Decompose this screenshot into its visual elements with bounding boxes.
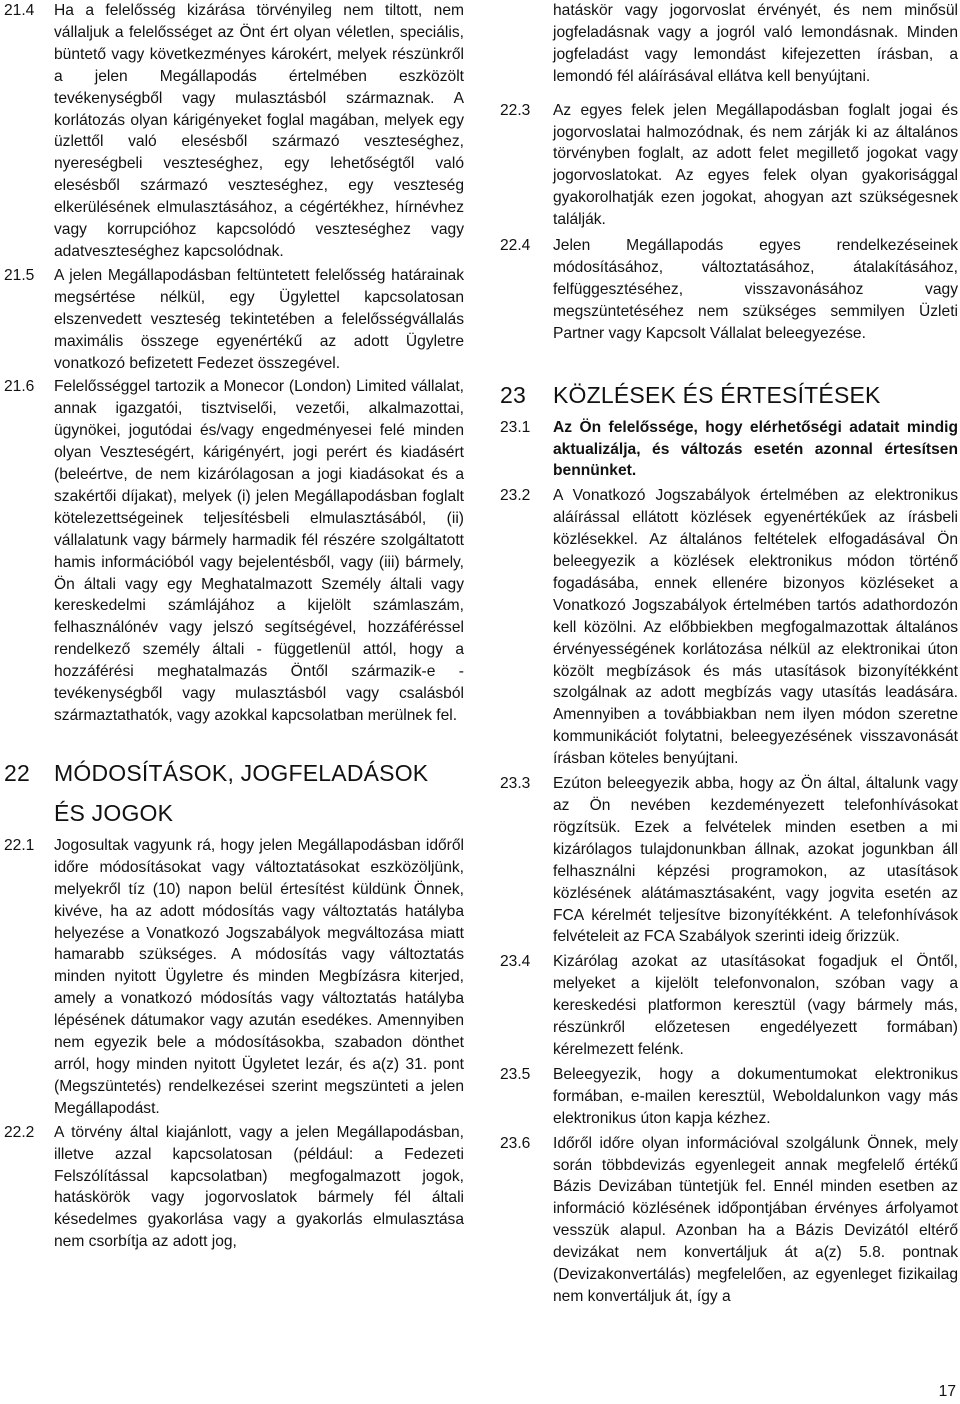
clause-number: 23.5 — [500, 1065, 531, 1083]
clause-text: hatáskör vagy jogorvoslat érvényét, és nem minősül jogfeladásnak vagy a jogról való lemondásnak. Minden jogfeladást vagy lemondást kifejezetten írásban, a lemondó fél aláírásával ellátva kell benyújtani. — [553, 2, 958, 85]
section-title-line1: MÓDOSÍTÁSOK, JOGFELADÁSOK — [54, 759, 429, 786]
clause-text: Ha a felelősség kizárása törvényileg nem tiltott, nem vállaljuk a felelősséget az Önt ért olyan véletlen, speciális, büntető vagy következményes károkért, melyek részünkről a jelen Megállapodás értelmében eszközölt tevékenységből vagy mulasztásból származnak. A korlátozás olyan kárigényeket foglal magában, melyek egy üzlettől való elesésből származó veszteséghez, nyereségbeli veszteséghez, egy lehetőségtől való elesésből származó veszteséghez, egy veszteség elkerülésének elmulasztásához, a cégértékhez, hírnévhez vagy korrupcióhoz kapcsolódó veszteséghez vagy adatveszteséghez kapcsolódnak. — [54, 2, 464, 260]
clause-21-4 — [4, 0, 464, 263]
section-heading-22 — [4, 753, 464, 833]
left-column — [4, 0, 464, 1253]
page-number: 17 — [938, 1383, 956, 1400]
section-title-line2: ÉS JOGOK — [54, 799, 174, 826]
clause-22-2-continued — [500, 0, 958, 88]
clause-number: 23.2 — [500, 487, 531, 505]
clause-23-3 — [500, 773, 958, 948]
clause-23-6 — [500, 1133, 958, 1308]
clause-text: Időről időre olyan információval szolgálunk Önnek, mely során többdevizás egyenlegeit annak megfelelő értékű Bázis Devizában tüntetjük fel. Ennél minden esetben az információ közlésének időpontjában érvényes árfolyamot vesszük alapul. Azonban ha a Bázis Devizától eltérő devizákat nem konvertáljuk át a(z) 5.8. pontnak (Devizakonvertálás) megfelelően, az egyenleget fizikailag nem konvertáljuk át, így a — [553, 1134, 958, 1305]
clause-number: 23.3 — [500, 775, 531, 793]
clause-number: 23.6 — [500, 1134, 531, 1152]
clause-text: Ezúton beleegyezik abba, hogy az Ön által, általunk vagy az Ön nevében kezdeményezett telefonhívásokat rögzítsük. Ezek a felvételek minden esetben a mi kizárólagos tulajdonunkban állnak, azokat jogunkban áll felhasználni képzési programokon, az utasítások közlésének alátámasztásaként, vagy jogvita esetén az FCA kérelmét teljesítve bizonyítékként. A telefonhívások felvételeit az FCA Szabályok szerinti ideig őrizzük. — [553, 775, 958, 946]
clause-23-2 — [500, 485, 958, 770]
right-column — [500, 0, 958, 1308]
clause-text: A törvény által kiajánlott, vagy a jelen Megállapodásban, illetve azzal kapcsolatosan (például: a Fedezeti Felszólítással kapcsolatban) megfogalmazott jogok, hatáskörök vagy jogorvoslatok bármely fél általi késedelmes gyakorlása vagy a gyakorlás elmulasztása nem csorbítja az adott jog, — [54, 1123, 464, 1251]
clause-number: 22.3 — [500, 101, 531, 119]
section-title: KÖZLÉSEK ÉS ÉRTESÍTÉSEK — [553, 381, 881, 408]
clause-21-5 — [4, 265, 464, 375]
clause-text: Jogosultak vagyunk rá, hogy jelen Megállapodásban időről időre módosításokat vagy változtatásokat eszközöljünk, melyekről tíz (10) napon belül értesítést küldünk Önnek, kivéve, ha az adott módosítás vagy változtatás hatályba helyezése a Vonatkozó Jogszabályok megváltozása miatt hamarabb szükséges. A módosítás vagy változtatás minden nyitott Ügyletre és minden Megbízásra kiterjed, amely a vonatkozó módosítás vagy változtatás hatályba lépésének dátumakor vagy azután esedékes. Amennyiben nem egyezik bele a módosításokba, szabadon dönthet arról, hogy minden nyitott Ügyletet lezár, és a(z) 31. pont (Megszüntetés) rendelkezései szerint megszünteti a jelen Megállapodást. — [54, 836, 464, 1117]
clause-number: 23.4 — [500, 953, 531, 971]
clause-text: Felelősséggel tartozik a Monecor (London) Limited vállalat, annak igazgatói, tisztviselői, vezetői, alkalmazottai, ügynökei, jogutódai és/vagy engedményesei felé minden olyan Veszteségért, kárigényért, jogi perért és kiadásért (beleértve, de nem kizárólagosan a jogi kiadásokat és a szakértői díjakat), melyek (i) jelen Megállapodásban foglalt kötelezettségeinek teljesítésbeli elmulasztásából, (ii) vállalatunk vagy bármely harmadik fél részére szolgáltatott hamis információból vagy bejelentésből, vagy (iii) bármely, Ön általi vagy egy Meghatalmazott Személy általi vagy kereskedelmi számlájához a kijelölt számlaszám, felhasználónév vagy jelszó segítségével, hozzáféréssel rendelkező személy általi - függetlenül attól, hogy a hozzáférési meghatalmazás Öntől származik-e - tevékenységből vagy mulasztásból vagy csalásból származtathatók, vagy azokkal kapcsolatban merülnek fel. — [54, 378, 464, 724]
clause-23-5 — [500, 1064, 958, 1130]
clause-23-1 — [500, 417, 958, 483]
clause-number: 22.4 — [500, 237, 531, 255]
section-number: 22 — [4, 759, 30, 786]
clause-number: 22.1 — [4, 836, 35, 854]
clause-22-3 — [500, 100, 958, 231]
section-heading-23 — [500, 375, 958, 415]
clause-text: A Vonatkozó Jogszabályok értelmében az elektronikus aláírással ellátott közlések egyenértékűek az írásbeli közlésekkel. Az általános feltételek elfogadásával Ön beleegyezik a közlések elektronikus módon történő fogadásába, ennek ellenére bizonyos közléseket a Vonatkozó Jogszabályok értelmében tartós adathordozón kell közölni. Az előbbiekben megfogalmazottak általános érvényességének korlátozása nélkül az elektronikai úton közölt megbízások és más utasítások bizonyítékként szolgálnak az adott megbízás vagy utasítás leadására. Amennyiben a továbbiakban nem ilyen módon szeretne kommunikációt folytatni, beleegyezésének visszavonását írásban köteles benyújtani. — [553, 487, 958, 768]
clause-text: Az Ön felelőssége, hogy elérhetőségi adatait mindig aktualizálja, és változás esetén azonnal értesítsen bennünket. — [553, 418, 958, 480]
clause-number: 21.4 — [4, 2, 35, 19]
section-number: 23 — [500, 381, 526, 408]
clause-22-2 — [4, 1122, 464, 1253]
clause-text: Kizárólag azokat az utasításokat fogadjuk el Öntől, melyeket a kijelölt telefonvonalon, szóban vagy a kereskedési platformon keresztül (vagy bármely más, részünkről előzetesen engedélyezett formában) kérelmezett felénk. — [553, 953, 958, 1058]
clause-number: 21.6 — [4, 378, 35, 396]
clause-21-6 — [4, 376, 464, 727]
clause-text: A jelen Megállapodásban feltüntetett felelősség határainak megsértése nélkül, egy Ügylettel kapcsolatosan elszenvedett veszteség tekintetében a felelősségvállalás maximális összege egyenértékű az adott Ügyletre vonatkozó befizetett Fedezet összegével. — [54, 266, 464, 372]
clause-22-4 — [500, 235, 958, 345]
clause-text: Beleegyezik, hogy a dokumentumokat elektronikus formában, e-mailen keresztül, Weboldalunkon vagy más elektronikus úton kapja kézhez. — [553, 1065, 958, 1127]
clause-23-4 — [500, 951, 958, 1061]
clause-number: 21.5 — [4, 266, 35, 284]
section-title — [54, 753, 428, 833]
clause-number: 23.1 — [500, 418, 531, 436]
clause-text: Az egyes felek jelen Megállapodásban foglalt jogai és jogorvoslatai halmozódnak, és nem zárják ki az általános törvényben foglalt, az adott felet megillető jogokat vagy jogorvoslatokat. Az egyes felek olyan gyakorisággal gyakorolhatják ezen jogokat, ahogyan azt szükségesnek találják. — [553, 101, 958, 229]
clause-22-1 — [4, 835, 464, 1120]
clause-text: Jelen Megállapodás egyes rendelkezéseinek módosításához, változtatásához, átalakításához, felfüggesztéséhez, visszavonásához vagy megszüntetéséhez nem szükséges semmilyen Üzleti Partner vagy Kapcsolt Vállalat beleegyezése. — [553, 237, 958, 342]
clause-number: 22.2 — [4, 1123, 35, 1141]
